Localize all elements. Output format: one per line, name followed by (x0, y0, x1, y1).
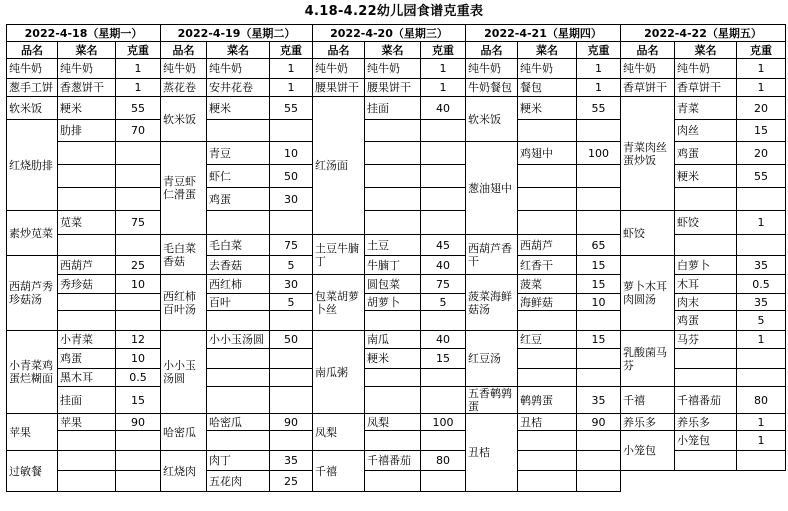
weight-cell (116, 142, 161, 165)
ingredient-cell (207, 369, 270, 387)
dish-name: 西葫芦香干 (466, 235, 518, 275)
ingredient-cell: 肉丁 (207, 451, 270, 471)
weight-cell (270, 369, 313, 387)
ingredient-header: 菜名 (207, 42, 270, 59)
weight-cell (116, 431, 161, 451)
ingredient-cell (58, 294, 116, 311)
dish-name: 包菜胡萝卜丝 (313, 275, 365, 331)
ingredient-cell (518, 349, 577, 369)
ingredient-cell (518, 188, 577, 211)
ingredient-cell (58, 431, 116, 451)
ingredient-cell: 鸡蛋 (675, 142, 737, 165)
ingredient-cell (365, 211, 421, 235)
ingredient-cell: 虾饺 (675, 211, 737, 235)
weight-cell (737, 451, 786, 471)
weight-cell: 30 (270, 188, 313, 211)
weight-cell: 1 (116, 79, 161, 97)
ingredient-cell: 青菜 (675, 97, 737, 120)
ingredient-cell (675, 349, 737, 369)
weight-cell: 1 (737, 211, 786, 235)
ingredient-cell: 小小玉汤圆 (207, 331, 270, 349)
ingredient-cell: 纯牛奶 (365, 59, 421, 79)
weight-cell: 12 (116, 331, 161, 349)
weight-cell: 5 (270, 294, 313, 311)
table-row (7, 414, 786, 431)
weight-cell: 75 (270, 235, 313, 256)
day-date: 2022-4-19（星期二） (161, 25, 313, 42)
weight-cell (737, 188, 786, 211)
ingredient-cell (365, 431, 421, 451)
weight-header: 克重 (737, 42, 786, 59)
weight-cell (116, 311, 161, 331)
ingredient-cell: 餐包 (518, 79, 577, 97)
weight-cell (577, 188, 621, 211)
dish-name: 青菜肉丝蛋炒饭 (621, 97, 675, 211)
weight-cell (116, 165, 161, 188)
dish-name: 纯牛奶 (466, 59, 518, 79)
weight-cell (270, 311, 313, 331)
dish-name: 西葫芦秀珍菇汤 (7, 256, 58, 331)
dish-name: 凤梨 (313, 414, 365, 451)
dish-name: 纯牛奶 (313, 59, 365, 79)
ingredient-cell: 粳米 (365, 349, 421, 369)
weight-cell: 90 (577, 414, 621, 431)
ingredient-cell: 纯牛奶 (58, 59, 116, 79)
ingredient-cell: 西红柿 (207, 275, 270, 294)
weight-cell (421, 471, 466, 492)
ingredient-cell: 胡萝卜 (365, 294, 421, 311)
dish-name: 红烧肋排 (7, 120, 58, 211)
ingredient-cell: 苋菜 (58, 211, 116, 235)
dish-name: 萝卜木耳肉圆汤 (621, 256, 675, 331)
ingredient-cell: 丑桔 (518, 414, 577, 431)
ingredient-header: 菜名 (518, 42, 577, 59)
ingredient-cell: 西葫芦 (518, 235, 577, 256)
dish-name: 素炒苋菜 (7, 211, 58, 256)
ingredient-cell: 鸡蛋 (207, 188, 270, 211)
ingredient-cell: 肉丝 (675, 120, 737, 142)
weight-cell (577, 431, 621, 451)
weight-cell (421, 369, 466, 387)
weight-cell: 55 (737, 165, 786, 188)
weight-cell (577, 120, 621, 142)
weight-cell: 1 (116, 59, 161, 79)
ingredient-cell: 牛腩丁 (365, 256, 421, 275)
weight-cell: 15 (421, 349, 466, 369)
dish-name: 纯牛奶 (161, 59, 207, 79)
ingredient-cell (58, 235, 116, 256)
ingredient-cell: 鸡蛋 (675, 311, 737, 331)
ingredient-cell: 鸡蛋 (58, 349, 116, 369)
dish-name: 虾饺 (621, 211, 675, 256)
ingredient-cell: 香草饼干 (675, 79, 737, 97)
ingredient-cell: 鸡翅中 (518, 142, 577, 165)
dish-name: 纯牛奶 (7, 59, 58, 79)
ingredient-cell: 肋排 (58, 120, 116, 142)
weight-cell: 15 (577, 331, 621, 349)
ingredient-cell (518, 369, 577, 387)
weight-cell: 1 (737, 414, 786, 431)
table-row (7, 492, 786, 511)
dish-name: 纯牛奶 (621, 59, 675, 79)
table-row (7, 431, 786, 451)
weight-cell: 100 (577, 142, 621, 165)
ingredient-cell: 南瓜 (365, 331, 421, 349)
weight-cell: 90 (270, 414, 313, 431)
ingredient-cell (518, 311, 577, 331)
weight-header: 克重 (421, 42, 466, 59)
date-row (7, 25, 786, 42)
ingredient-cell: 虾仁 (207, 165, 270, 188)
ingredient-cell: 千禧番茄 (675, 387, 737, 414)
ingredient-cell: 白萝卜 (675, 256, 737, 275)
table-row (7, 211, 786, 235)
weight-cell: 75 (116, 211, 161, 235)
table-row (7, 471, 786, 492)
ingredient-cell (207, 431, 270, 451)
weight-cell (577, 451, 621, 471)
ingredient-cell: 纯牛奶 (675, 59, 737, 79)
ingredient-cell: 青豆 (207, 142, 270, 165)
day-date: 2022-4-22（星期五） (621, 25, 786, 42)
weight-cell: 1 (577, 79, 621, 97)
ingredient-cell: 养乐多 (675, 414, 737, 431)
weight-cell: 100 (421, 414, 466, 431)
ingredient-cell: 苹果 (58, 414, 116, 431)
ingredient-cell (58, 471, 116, 492)
weight-cell (577, 369, 621, 387)
ingredient-cell: 粳米 (58, 97, 116, 120)
weight-cell: 10 (116, 349, 161, 369)
weight-cell: 50 (270, 331, 313, 349)
dish-name: 毛白菜香菇 (161, 235, 207, 275)
weight-cell: 5 (737, 311, 786, 331)
weight-cell (116, 451, 161, 471)
dish-name: 千禧 (313, 451, 365, 492)
ingredient-cell: 安井花卷 (207, 79, 270, 97)
table-row (7, 331, 786, 349)
weight-cell (577, 349, 621, 369)
weight-cell: 35 (270, 451, 313, 471)
weight-cell (421, 211, 466, 235)
weight-cell: 40 (421, 256, 466, 275)
weight-cell: 35 (577, 387, 621, 414)
weight-cell (577, 165, 621, 188)
ingredient-cell (365, 142, 421, 165)
ingredient-cell (365, 165, 421, 188)
dish-name: 红豆汤 (466, 331, 518, 387)
weight-cell: 10 (577, 294, 621, 311)
ingredient-cell (365, 369, 421, 387)
ingredient-cell (518, 431, 577, 451)
weight-cell: 15 (577, 275, 621, 294)
weight-cell: 1 (737, 59, 786, 79)
weight-cell: 80 (737, 387, 786, 414)
weight-cell: 5 (270, 256, 313, 275)
ingredient-cell (518, 165, 577, 188)
weight-cell (421, 188, 466, 211)
weight-cell: 30 (270, 275, 313, 294)
table-row (7, 59, 786, 79)
ingredient-cell: 毛白菜 (207, 235, 270, 256)
weight-cell: 1 (737, 79, 786, 97)
ingredient-cell: 哈密瓜 (207, 414, 270, 431)
dish-name: 小小玉汤圆 (161, 331, 207, 414)
weight-cell (421, 387, 466, 414)
table-row (7, 387, 786, 414)
weight-header: 克重 (270, 42, 313, 59)
day-date: 2022-4-18（星期一） (7, 25, 161, 42)
dish-name: 葱手工饼 (7, 79, 58, 97)
weight-cell: 10 (116, 275, 161, 294)
dish-name: 土豆牛腩丁 (313, 235, 365, 275)
ingredient-header: 菜名 (365, 42, 421, 59)
table-row (7, 79, 786, 97)
weight-cell (116, 235, 161, 256)
ingredient-cell (675, 188, 737, 211)
dish-name: 养乐多 (621, 414, 675, 431)
ingredient-cell (365, 311, 421, 331)
ingredient-cell: 凤梨 (365, 414, 421, 431)
ingredient-cell: 挂面 (365, 97, 421, 120)
weight-cell: 1 (270, 59, 313, 79)
weight-cell: 0.5 (116, 369, 161, 387)
ingredient-cell: 肉末 (675, 294, 737, 311)
ingredient-cell (365, 120, 421, 142)
weight-cell: 75 (421, 275, 466, 294)
dish-name: 五香鹌鹑蛋 (466, 387, 518, 414)
weight-cell (270, 431, 313, 451)
weight-cell: 15 (116, 387, 161, 414)
ingredient-cell: 红香干 (518, 256, 577, 275)
ingredient-cell (365, 471, 421, 492)
dish-name: 西红柿百叶汤 (161, 275, 207, 331)
weight-cell: 50 (270, 165, 313, 188)
weight-cell: 20 (737, 142, 786, 165)
menu-table (6, 24, 786, 511)
ingredient-cell: 木耳 (675, 275, 737, 294)
weight-cell: 20 (737, 97, 786, 120)
weight-cell (270, 387, 313, 414)
ingredient-cell: 圆包菜 (365, 275, 421, 294)
ingredient-cell (675, 451, 737, 471)
weight-cell: 35 (737, 256, 786, 275)
dish-name: 千禧 (621, 387, 675, 414)
ingredient-cell (207, 120, 270, 142)
dish-header: 品名 (621, 42, 675, 59)
dish-name: 红烧肉 (161, 451, 207, 492)
ingredient-cell: 千禧番茄 (365, 451, 421, 471)
weight-header: 克重 (577, 42, 621, 59)
weight-cell: 35 (737, 294, 786, 311)
dish-name: 丑桔 (466, 414, 518, 492)
weight-cell: 45 (421, 235, 466, 256)
weight-cell (577, 211, 621, 235)
ingredient-cell (518, 211, 577, 235)
weight-cell: 1 (421, 79, 466, 97)
dish-name: 苹果 (7, 414, 58, 451)
page-title: 4.18-4.22幼儿园食谱克重表 (304, 4, 484, 19)
ingredient-cell: 纯牛奶 (518, 59, 577, 79)
ingredient-cell: 去香菇 (207, 256, 270, 275)
weight-cell (577, 311, 621, 331)
dish-name: 牛奶餐包 (466, 79, 518, 97)
dish-header: 品名 (466, 42, 518, 59)
weight-cell: 70 (116, 120, 161, 142)
weight-cell (421, 431, 466, 451)
ingredient-cell: 红豆 (518, 331, 577, 349)
dish-name: 红汤面 (313, 97, 365, 235)
weight-cell: 65 (577, 235, 621, 256)
header-row (7, 42, 786, 59)
weight-cell: 1 (737, 431, 786, 451)
dish-name: 小青菜鸡蛋烂糊面 (7, 331, 58, 414)
weight-cell: 90 (116, 414, 161, 431)
ingredient-cell (58, 165, 116, 188)
weight-cell (270, 120, 313, 142)
ingredient-cell: 小笼包 (675, 431, 737, 451)
table-row (7, 256, 786, 275)
dish-name: 南瓜粥 (313, 331, 365, 414)
weight-cell: 1 (737, 331, 786, 349)
dish-name: 青豆虾仁滑蛋 (161, 142, 207, 235)
weight-cell (421, 165, 466, 188)
ingredient-cell: 百叶 (207, 294, 270, 311)
ingredient-cell: 粳米 (675, 165, 737, 188)
ingredient-header: 菜名 (675, 42, 737, 59)
dish-name: 软米饭 (466, 97, 518, 142)
dish-name: 香草饼干 (621, 79, 675, 97)
weight-cell (421, 142, 466, 165)
ingredient-cell: 鹌鹑蛋 (518, 387, 577, 414)
weight-cell (577, 471, 621, 492)
ingredient-cell (58, 311, 116, 331)
weight-cell (116, 188, 161, 211)
dish-name: 腰果饼干 (313, 79, 365, 97)
weight-cell: 55 (270, 97, 313, 120)
weight-cell: 1 (577, 59, 621, 79)
ingredient-cell: 秀珍菇 (58, 275, 116, 294)
ingredient-cell (207, 211, 270, 235)
weight-cell (270, 349, 313, 369)
ingredient-cell: 粳米 (518, 97, 577, 120)
ingredient-cell (518, 471, 577, 492)
weight-cell (270, 211, 313, 235)
dish-header: 品名 (7, 42, 58, 59)
table-row (7, 97, 786, 120)
ingredient-cell (58, 451, 116, 471)
weight-cell: 80 (421, 451, 466, 471)
ingredient-cell (207, 349, 270, 369)
ingredient-cell: 西葫芦 (58, 256, 116, 275)
dish-name: 软米饭 (7, 97, 58, 120)
ingredient-cell (675, 235, 737, 256)
weight-cell (737, 369, 786, 387)
ingredient-header: 菜名 (58, 42, 116, 59)
ingredient-cell (207, 311, 270, 331)
ingredient-cell: 五花肉 (207, 471, 270, 492)
ingredient-cell (518, 120, 577, 142)
ingredient-cell: 纯牛奶 (207, 59, 270, 79)
ingredient-cell (365, 188, 421, 211)
dish-name: 葱油翅中 (466, 142, 518, 235)
ingredient-cell: 挂面 (58, 387, 116, 414)
weight-cell (116, 471, 161, 492)
weight-cell: 15 (577, 256, 621, 275)
ingredient-cell (207, 387, 270, 414)
ingredient-cell (365, 387, 421, 414)
dish-header: 品名 (313, 42, 365, 59)
weight-cell: 40 (421, 331, 466, 349)
ingredient-cell: 海鲜菇 (518, 294, 577, 311)
ingredient-cell: 马芬 (675, 331, 737, 349)
dish-name: 哈密瓜 (161, 414, 207, 451)
weight-cell: 25 (116, 256, 161, 275)
weight-cell: 15 (737, 120, 786, 142)
dish-name: 小笼包 (621, 431, 675, 471)
weight-cell: 1 (421, 59, 466, 79)
weight-cell: 25 (270, 471, 313, 492)
ingredient-cell: 土豆 (365, 235, 421, 256)
dish-header: 品名 (161, 42, 207, 59)
ingredient-cell: 黑木耳 (58, 369, 116, 387)
day-date: 2022-4-21（星期四） (466, 25, 621, 42)
weight-cell (737, 235, 786, 256)
ingredient-cell (58, 188, 116, 211)
dish-name: 蒸花卷 (161, 79, 207, 97)
weight-header: 克重 (116, 42, 161, 59)
weight-cell (421, 311, 466, 331)
dish-name: 菠菜海鲜菇汤 (466, 275, 518, 331)
weight-cell (421, 120, 466, 142)
dish-name: 乳酸菌马芬 (621, 331, 675, 387)
ingredient-cell: 菠菜 (518, 275, 577, 294)
ingredient-cell: 腰果饼干 (365, 79, 421, 97)
ingredient-cell: 香葱饼干 (58, 79, 116, 97)
weight-cell: 5 (421, 294, 466, 311)
weight-cell (116, 294, 161, 311)
dish-name: 软米饭 (161, 97, 207, 142)
ingredient-cell: 粳米 (207, 97, 270, 120)
ingredient-cell: 小青菜 (58, 331, 116, 349)
weight-cell (737, 349, 786, 369)
weight-cell: 40 (421, 97, 466, 120)
ingredient-cell (518, 451, 577, 471)
weight-cell: 10 (270, 142, 313, 165)
dish-name: 过敏餐 (7, 451, 58, 492)
weight-cell: 0.5 (737, 275, 786, 294)
day-date: 2022-4-20（星期三） (313, 25, 466, 42)
weight-cell: 1 (270, 79, 313, 97)
weight-cell: 55 (116, 97, 161, 120)
ingredient-cell (58, 142, 116, 165)
weight-cell: 55 (577, 97, 621, 120)
ingredient-cell (675, 369, 737, 387)
